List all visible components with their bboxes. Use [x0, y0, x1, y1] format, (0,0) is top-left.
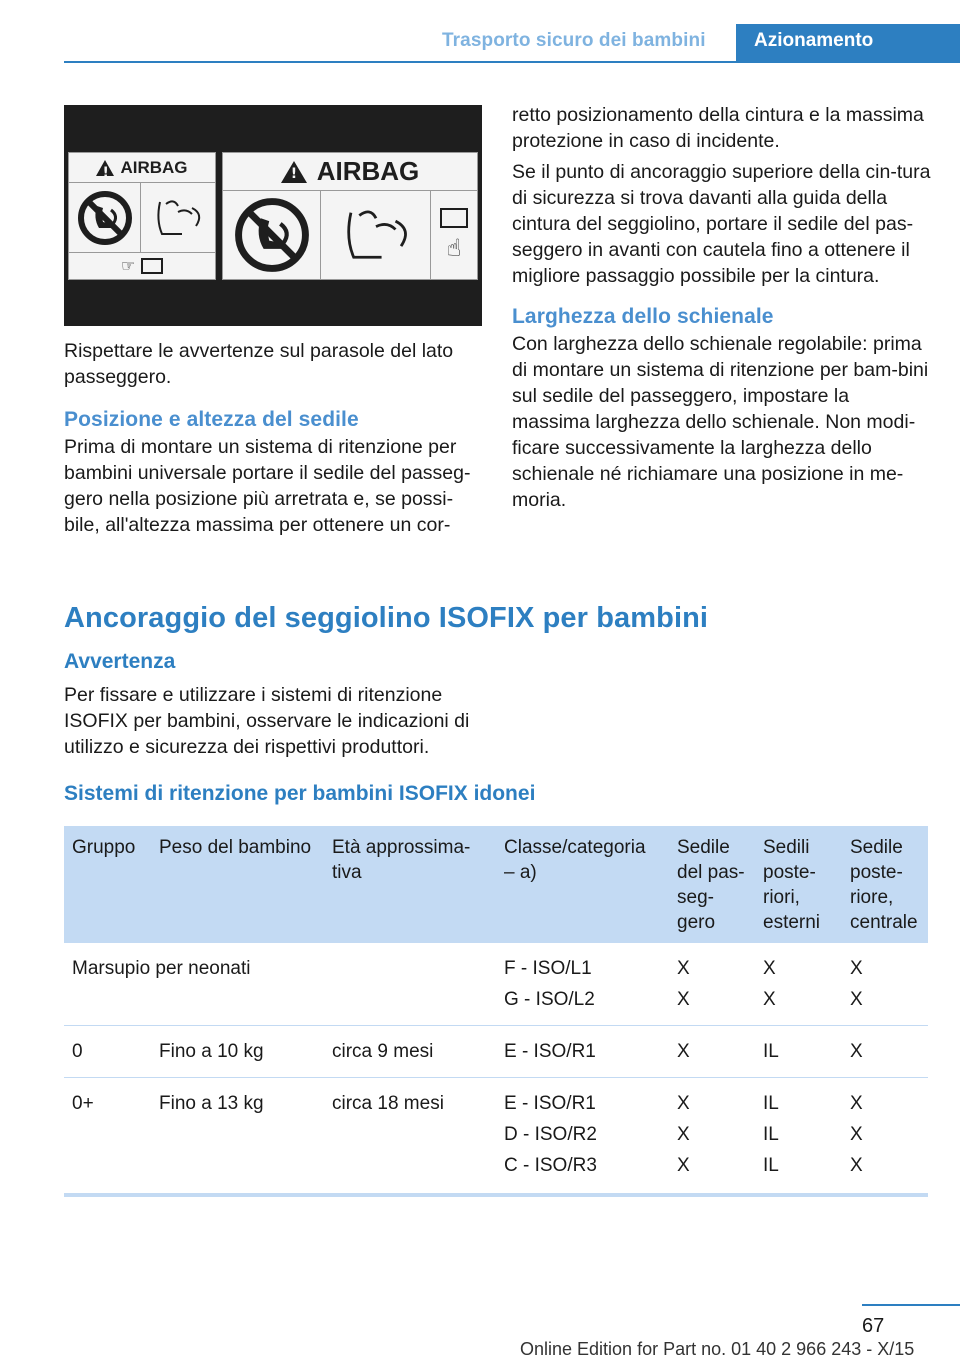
cell-line: X: [763, 958, 776, 979]
table-header-cell: Sedile poste-riore, centrale: [842, 826, 928, 943]
airbag-label-small-title: AIRBAG: [120, 157, 188, 177]
cell-line: X: [677, 1155, 690, 1176]
notice-text: Per fissare e utilizzare i sistemi di ritenzione ISOFIX per bambini, osservare le indicazioni di utilizzo e sicurezza dei rispettivi produttori.: [64, 684, 470, 758]
cell-line: X: [850, 1041, 863, 1062]
table-cell: [842, 1078, 928, 1196]
cell-line: X: [677, 958, 690, 979]
header-rule: [64, 61, 960, 63]
cell-line: IL: [763, 1155, 779, 1176]
page-number: 67: [862, 1315, 885, 1337]
table-header-cell: Età approssima-tiva: [324, 826, 496, 943]
anchor-point-text: Se il punto di ancoraggio superiore della cin-tura di sicurezza si trova davanti alla guida della cintura del seggiolino, portare il sedile del pas-seggero in avanti con cautela fino a ottenere il migliore passaggio possibile per la cintura.: [512, 161, 931, 287]
airbag-warning-figure: [64, 105, 482, 326]
right-column: [512, 102, 932, 513]
header-section-title: Trasporto sicuro dei bambini: [442, 30, 706, 51]
table-header-cell: Sedile del pas-seg-gero: [669, 826, 755, 943]
figure-caption: Rispettare le avvertenze sul parasole del lato passeggero.: [64, 340, 454, 388]
table-cell: [496, 1078, 669, 1196]
cell-line: X: [763, 989, 776, 1010]
table-cell: [669, 1026, 755, 1078]
isofix-table-title: Sistemi di ritenzione per bambini ISOFIX idonei: [64, 782, 536, 805]
cell-line: F - ISO/L1: [504, 958, 592, 979]
cell-line: C - ISO/R3: [504, 1155, 597, 1176]
table-cell: [755, 943, 842, 1026]
page-header: [0, 24, 960, 62]
seat-position-text-cont: retto posizionamento della cintura e la massima protezione in caso di incidente.: [512, 104, 924, 152]
cell-line: X: [677, 1124, 690, 1145]
isofix-systems-table: [64, 826, 928, 1197]
warning-triangle-icon: [281, 161, 307, 183]
backrest-width-text: Con larghezza dello schienale regolabile: prima di montare un sistema di ritenzione per bam-bini sul sedile del passeggero, impostare la massima larghezza dello schienale. Non modi-ficare successivamente la larghezza dello schienale né richiamare una posizione in me-moria.: [512, 333, 929, 511]
left-column: [64, 105, 482, 538]
table-header-cell: Sedili poste-riori, esterni: [755, 826, 842, 943]
table-cell: [842, 1026, 928, 1078]
table-cell: Fino a 13 kg: [151, 1078, 324, 1196]
cell-line: X: [850, 1093, 863, 1114]
cell-line: E - ISO/R1: [504, 1041, 596, 1062]
table-row: [64, 1078, 928, 1196]
table-cell: [669, 943, 755, 1026]
table-cell: 0: [64, 1026, 151, 1078]
table-cell: [496, 943, 669, 1026]
table-cell: [842, 943, 928, 1026]
table-cell: [496, 1026, 669, 1078]
cell-line: IL: [763, 1124, 779, 1145]
table-cell: [755, 1026, 842, 1078]
cell-line: IL: [763, 1093, 779, 1114]
table-header-cell: Classe/categoria – a): [496, 826, 669, 943]
table-cell: Marsupio per neonati: [64, 943, 496, 1026]
seat-position-text: Prima di montare un sistema di ritenzione per bambini universale portare il sedile del passeg-gero nella posizione più arretrata e, se possi-bile, all'altezza massima per ottenere un cor-: [64, 436, 471, 536]
table-cell: [755, 1078, 842, 1196]
cell-line: D - ISO/R2: [504, 1124, 597, 1145]
table-cell: Fino a 10 kg: [151, 1026, 324, 1078]
cell-line: X: [677, 989, 690, 1010]
isofix-section-title: Ancoraggio del seggiolino ISOFIX per bambini: [64, 602, 709, 634]
airbag-label-small: [68, 152, 216, 280]
table-header-cell: Gruppo: [64, 826, 151, 943]
cell-line: X: [850, 1155, 863, 1176]
cell-line: G - ISO/L2: [504, 989, 595, 1010]
cell-line: X: [677, 1041, 690, 1062]
table-cell: 0+: [64, 1078, 151, 1196]
notice-heading: Avvertenza: [64, 650, 176, 673]
airbag-label-large-title: AIRBAG: [316, 156, 420, 186]
seat-airbag-icon: [141, 183, 215, 252]
heading-backrest-width: Larghezza dello schienale: [512, 305, 774, 328]
table-cell: [669, 1078, 755, 1196]
seat-airbag-icon: [321, 191, 431, 279]
no-rear-facing-seat-icon: [223, 191, 321, 279]
table-cell: circa 9 mesi: [324, 1026, 496, 1078]
cell-line: X: [850, 958, 863, 979]
footer-rule: [862, 1304, 960, 1306]
cell-line: E - ISO/R1: [504, 1093, 596, 1114]
manual-hand-icon: ☝: [431, 191, 477, 279]
warning-triangle-icon: [96, 160, 114, 176]
table-header-cell: Peso del bambino: [151, 826, 324, 943]
cell-line: X: [677, 1093, 690, 1114]
cell-line: X: [850, 989, 863, 1010]
table-cell: circa 18 mesi: [324, 1078, 496, 1196]
header-chapter-tab: Azionamento: [736, 24, 960, 62]
table-row: [64, 943, 928, 1026]
no-rear-facing-seat-icon: [69, 183, 141, 252]
cell-line: X: [850, 1124, 863, 1145]
edition-footer: Online Edition for Part no. 01 40 2 966 243 - X/15: [520, 1339, 915, 1359]
refer-manual-icons: ☞: [69, 253, 215, 279]
cell-line: IL: [763, 1041, 779, 1062]
table-row: [64, 1026, 928, 1078]
table-header-row: [64, 826, 928, 943]
airbag-label-large: [222, 152, 478, 280]
heading-seat-position: Posizione e altezza del sedile: [64, 408, 359, 431]
